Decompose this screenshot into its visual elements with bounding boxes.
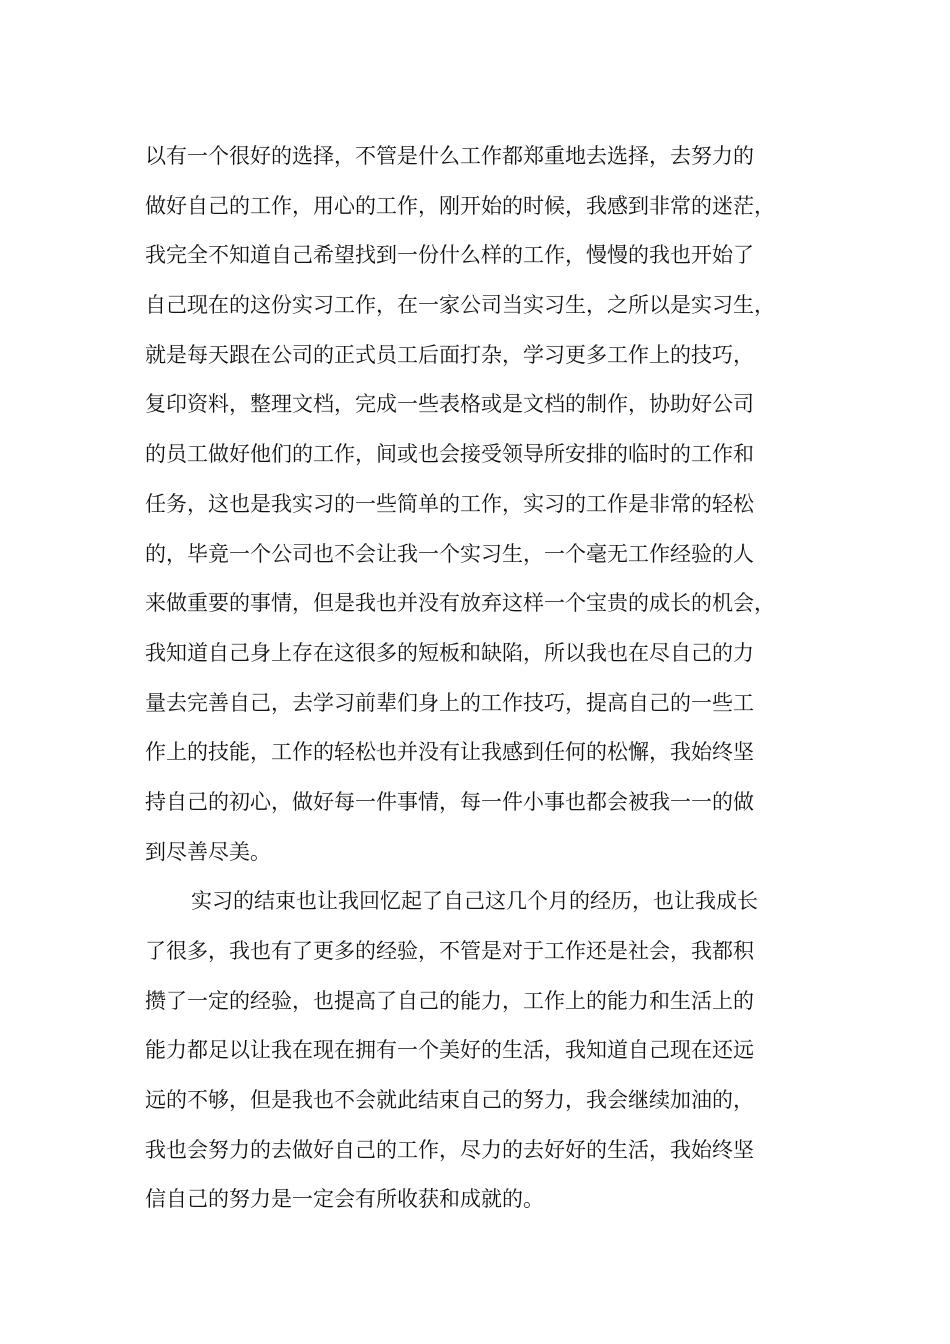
text-line: 做好自己的工作，用心的工作，刚开始的时候，我感到非常的迷茫， bbox=[145, 193, 775, 218]
text-line: 持自己的初心，做好每一件事情，每一件小事也都会被我一一的做 bbox=[145, 789, 754, 814]
text-line: 来做重要的事情，但是我也并没有放弃这样一个宝贵的成长的机会， bbox=[145, 591, 775, 616]
paragraph-2 bbox=[145, 877, 835, 1225]
text-line: 复印资料，整理文档，完成一些表格或是文档的制作，协助好公司 bbox=[145, 392, 754, 417]
text-line: 远的不够，但是我也不会就此结束自己的努力，我会继续加油的， bbox=[145, 1088, 754, 1113]
body-text bbox=[145, 132, 835, 1225]
text-line: 能力都足以让我在现在拥有一个美好的生活，我知道自己现在还远 bbox=[145, 1038, 754, 1063]
text-line: 的，毕竟一个公司也不会让我一个实习生，一个毫无工作经验的人 bbox=[145, 541, 754, 566]
text-line: 实习的结束也让我回忆起了自己这几个月的经历，也让我成长 bbox=[191, 889, 758, 914]
text-line: 我也会努力的去做好自己的工作，尽力的去好好的生活，我始终坚 bbox=[145, 1137, 754, 1162]
text-line: 了很多，我也有了更多的经验，不管是对于工作还是社会，我都积 bbox=[145, 939, 754, 963]
text-line: 就是每天跟在公司的正式员工后面打杂，学习更多工作上的技巧， bbox=[145, 342, 754, 367]
text-line: 攒了一定的经验，也提高了自己的能力，工作上的能力和生活上的 bbox=[145, 988, 754, 1013]
paragraph-1 bbox=[145, 132, 835, 877]
text-line: 量去完善自己，去学习前辈们身上的工作技巧，提高自己的一些工 bbox=[145, 690, 754, 715]
text-line: 我完全不知道自己希望找到一份什么样的工作，慢慢的我也开始了 bbox=[145, 243, 754, 268]
text-line: 信自己的努力是一定会有所收获和成就的。 bbox=[145, 1187, 544, 1212]
text-line: 作上的技能，工作的轻松也并没有让我感到任何的松懈，我始终坚 bbox=[145, 740, 754, 765]
text-line: 任务，这也是我实习的一些简单的工作，实习的工作是非常的轻松 bbox=[145, 491, 754, 516]
text-line: 自己现在的这份实习工作，在一家公司当实习生，之所以是实习生， bbox=[145, 293, 775, 318]
text-line: 我知道自己身上存在这很多的短板和缺陷，所以我也在尽自己的力 bbox=[145, 640, 754, 665]
text-line: 到尽善尽美。 bbox=[145, 839, 271, 864]
text-line: 以有一个很好的选择，不管是什么工作都郑重地去选择，去努力的 bbox=[145, 144, 754, 168]
text-line: 的员工做好他们的工作，间或也会接受领导所安排的临时的工作和 bbox=[145, 442, 754, 467]
